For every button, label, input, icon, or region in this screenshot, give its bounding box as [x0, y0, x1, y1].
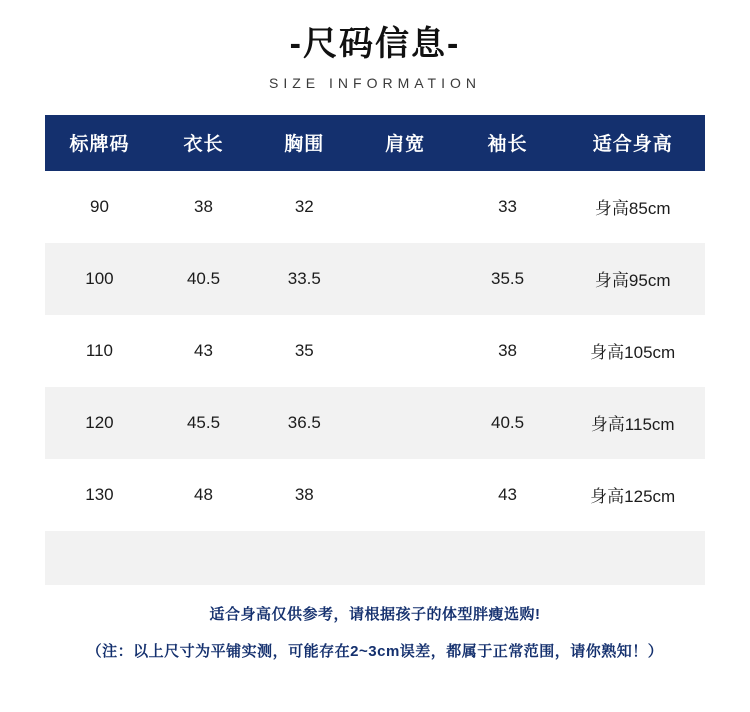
- cell-shoulder: [356, 531, 455, 585]
- cell-bust: 33.5: [253, 243, 355, 315]
- note-reference: 适合身高仅供参考，请根据孩子的体型胖瘦选购!: [209, 605, 541, 623]
- cell-shoulder: [356, 459, 455, 531]
- size-table-head: [45, 115, 705, 171]
- note-measurement-tolerance: （注：以上尺寸为平铺实测，可能存在2~3cm误差，都属于正常范围，请你熟知！）: [86, 642, 664, 660]
- table-row: [45, 387, 705, 459]
- cell-height: 身高105cm: [590, 343, 676, 363]
- cell-sleeve: [455, 531, 561, 585]
- cell-tag-size: 100: [45, 243, 154, 315]
- cell-tag-size: 90: [89, 196, 109, 216]
- cell-height: 身高115cm: [560, 387, 705, 459]
- cell-length: 38: [194, 196, 213, 216]
- cell-bust: 36.5: [253, 387, 355, 459]
- column-header-height: 适合身高: [560, 115, 705, 171]
- table-row: [45, 243, 705, 315]
- table-row: [45, 531, 705, 585]
- cell-shoulder: [356, 171, 455, 243]
- table-row: [45, 315, 705, 387]
- cell-tag-size: 120: [45, 387, 154, 459]
- cell-sleeve: 33: [498, 196, 518, 216]
- cell-sleeve: 43: [498, 484, 518, 504]
- cell-height: [560, 531, 705, 585]
- cell-length: 48: [194, 484, 213, 504]
- column-header-length: 衣长: [154, 115, 253, 171]
- column-header-sleeve: 袖长: [455, 115, 561, 171]
- cell-length: 45.5: [154, 387, 253, 459]
- cell-tag-size: 110: [85, 340, 113, 360]
- size-table-wrapper: [45, 115, 705, 585]
- cell-tag-size: 130: [85, 484, 114, 504]
- column-header-bust: 胸围: [253, 115, 355, 171]
- cell-shoulder: [356, 243, 455, 315]
- cell-length: 43: [194, 340, 213, 360]
- cell-height: 身高125cm: [590, 487, 676, 507]
- table-header-row: [45, 115, 705, 171]
- cell-bust: 32: [294, 196, 314, 216]
- cell-sleeve: 35.5: [455, 243, 561, 315]
- title-block: [0, 0, 750, 91]
- column-header-tag-size: 标牌码: [45, 115, 154, 171]
- cell-length: [154, 531, 253, 585]
- cell-sleeve: 40.5: [455, 387, 561, 459]
- cell-shoulder: [356, 387, 455, 459]
- cell-sleeve: 38: [498, 340, 518, 360]
- cell-shoulder: [356, 315, 455, 387]
- size-table: [45, 115, 705, 585]
- cell-height: 身高85cm: [594, 199, 671, 219]
- size-table-body: [45, 171, 705, 585]
- cell-length: 40.5: [154, 243, 253, 315]
- page-subtitle: SIZE INFORMATION: [269, 74, 481, 91]
- notes-block: [0, 603, 750, 661]
- table-row: [45, 459, 705, 531]
- cell-bust: [253, 531, 355, 585]
- column-header-shoulder: 肩宽: [356, 115, 455, 171]
- page-title: -尺码信息-: [289, 25, 461, 63]
- cell-bust: 35: [294, 340, 314, 360]
- table-row: [45, 171, 705, 243]
- cell-tag-size: [45, 531, 154, 585]
- cell-height: 身高95cm: [560, 243, 705, 315]
- cell-bust: 38: [294, 484, 314, 504]
